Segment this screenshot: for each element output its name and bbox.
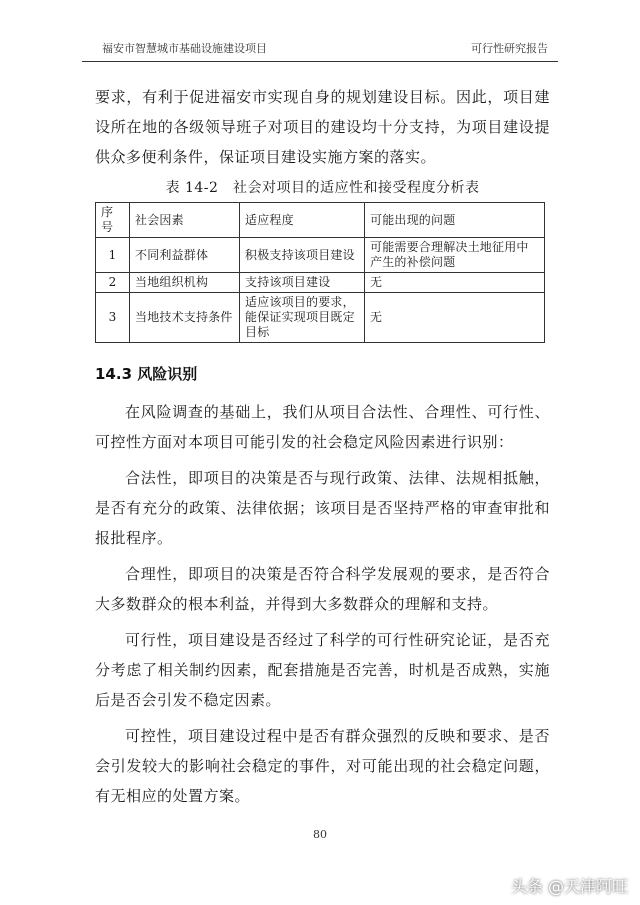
paragraph-intro: 在风险调查的基础上，我们从项目合法性、合理性、可行性、可控性方面对本项目可能引发的社会稳定风险因素进行识别： [95, 403, 550, 451]
table-caption: 表 14-2 社会对项目的适应性和接受程度分析表 [165, 180, 480, 196]
table-row [96, 238, 545, 273]
paragraph-controllability: 可控性，项目建设过程中是否有群众强烈的反映和要求、是否会引发较大的影响社会稳定的事件，对可能出现的社会稳定问题，有无相应的处置方案。 [95, 727, 550, 805]
header-divider [82, 61, 558, 62]
page-number: 80 [313, 828, 327, 841]
header-project-title: 福安市智慧城市基础设施建设项目 [102, 42, 267, 55]
table-cell: 可能需要合理解决土地征用中产生的补偿问题 [365, 238, 545, 273]
section-heading: 14.3 风险识别 [95, 365, 198, 383]
table-cell: 无 [365, 273, 545, 293]
table-cell: 不同利益群体 [130, 238, 240, 273]
header-cell: 可能出现的问题 [365, 203, 545, 238]
table-cell: 当地技术支持条件 [130, 293, 240, 343]
table-cell: 支持该项目建设 [240, 273, 365, 293]
table-cell: 适应该项目的要求，能保证实现项目既定目标 [240, 293, 365, 343]
table-row [96, 273, 545, 293]
table-cell: 3 [96, 293, 130, 343]
header-cell: 社会因素 [130, 203, 240, 238]
header-cell: 序号 [96, 203, 130, 238]
page-header [82, 40, 558, 60]
table-cell: 2 [96, 273, 130, 293]
watermark-text: 头条 @天津阿旺 [510, 877, 628, 896]
table-cell: 无 [365, 293, 545, 343]
table-header-row [96, 203, 545, 238]
table-row [96, 293, 545, 343]
paragraph-rationality: 合理性，即项目的决策是否符合科学发展观的要求，是否符合大多数群众的根本利益，并得到大多数群众的理解和支持。 [95, 565, 550, 613]
header-cell: 适应程度 [240, 203, 365, 238]
page-body [95, 82, 550, 811]
table-cell: 积极支持该项目建设 [240, 238, 365, 273]
paragraph-feasibility: 可行性，项目建设是否经过了科学的可行性研究论证，是否充分考虑了相关制约因素，配套措施是否完善，时机是否成熟，实施后是否会引发不稳定因素。 [95, 631, 550, 709]
header-report-type: 可行性研究报告 [471, 42, 548, 55]
analysis-table [95, 202, 545, 343]
table-cell: 当地组织机构 [130, 273, 240, 293]
paragraph-continued: 要求，有利于促进福安市实现自身的规划建设目标。因此，项目建设所在地的各级领导班子对项目的建设均十分支持，为项目建设提供众多便利条件，保证项目建设实施方案的落实。 [95, 88, 550, 166]
paragraph-legality: 合法性，即项目的决策是否与现行政策、法律、法规相抵触，是否有充分的政策、法律依据；该项目是否坚持严格的审查审批和报批程序。 [95, 469, 550, 547]
table-cell: 1 [96, 238, 130, 273]
